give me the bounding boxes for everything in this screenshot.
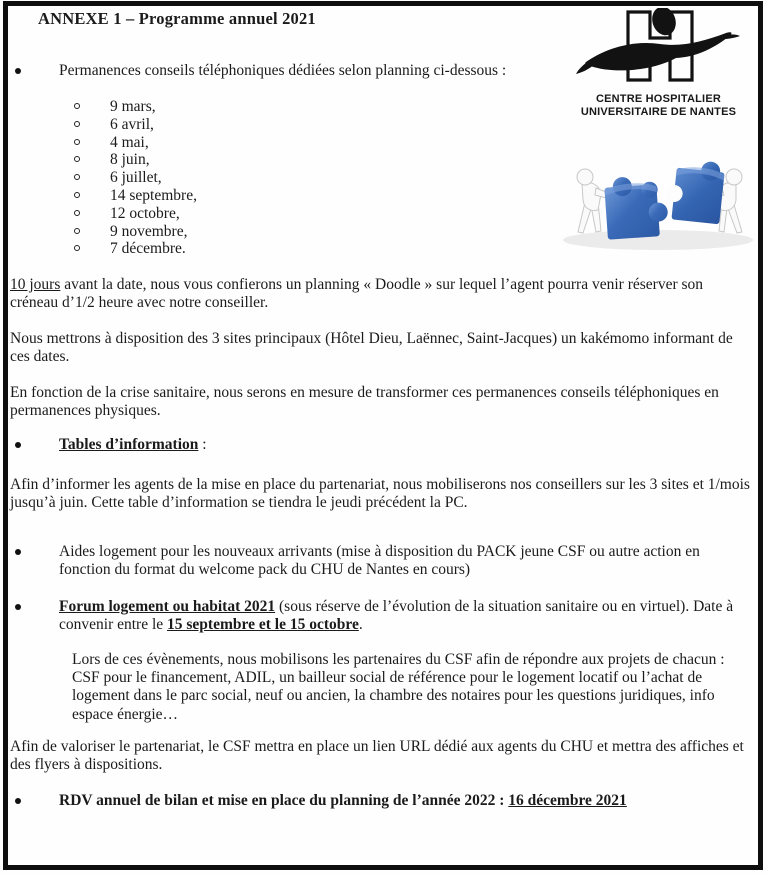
circle-bullet-icon — [74, 245, 80, 251]
list-item — [72, 223, 197, 241]
rdv-date: 16 décembre 2021 — [508, 792, 627, 809]
bullet-icon — [15, 604, 21, 610]
date-text: 6 juillet, — [110, 169, 162, 187]
bullet-permanences — [14, 62, 750, 80]
circle-bullet-icon — [74, 192, 80, 198]
circle-bullet-icon — [74, 103, 80, 109]
bullet-aides-logement — [14, 543, 750, 578]
paragraph-doodle-rest: avant la date, nous vous confierons un planning « Doodle » sur lequel l’agent pourra venir réserver son créneau d’1/2 heure avec notre conseiller. — [10, 276, 704, 311]
bullet-icon — [15, 798, 21, 804]
date-text: 6 avril, — [110, 115, 154, 133]
logo-text-line1: CENTRE HOSPITALIER — [595, 93, 721, 105]
bullet-forum-logement — [14, 598, 750, 633]
circle-bullet-icon — [74, 139, 80, 145]
bullet-tables-information — [14, 436, 750, 454]
forum-title: Forum logement ou habitat 2021 — [59, 598, 276, 615]
dates-list — [72, 98, 197, 258]
circle-bullet-icon — [74, 174, 80, 180]
date-text: 9 mars, — [110, 98, 156, 115]
circle-bullet-icon — [74, 210, 80, 216]
puzzle-teamwork-image — [556, 128, 764, 258]
list-item — [72, 98, 197, 116]
list-item — [72, 134, 197, 152]
bullet-icon — [15, 549, 21, 555]
aides-logement-text: Aides logement pour les nouveaux arrivants (mise à disposition du PACK jeune CSF ou autre action en fonction du format du welcome pack du CHU de Nantes en cours) — [59, 543, 700, 578]
paragraph-doodle — [10, 276, 750, 311]
forum-end: . — [358, 615, 363, 633]
paragraph-afin-informer: Afin d’informer les agents de la mise en place du partenariat, nous mobiliserons nos conseillers sur les 3 sites et 1/mois jusqu’à juin. Cette table d’information se tiendra le jeudi précédent la PC. — [10, 476, 750, 511]
date-text: 8 juin, — [110, 151, 150, 169]
underlined-10-jours: 10 jours — [10, 276, 61, 293]
logo-text-line2: UNIVERSITAIRE DE NANTES — [580, 106, 737, 118]
forum-middle: (sous réserve de l’évolution de la situation sanitaire ou en virtuel). Date à convenir entre le — [59, 598, 734, 633]
puzzle-piece-right — [663, 157, 726, 224]
circle-bullet-icon — [74, 121, 80, 127]
date-text: 4 mai, — [110, 133, 149, 151]
date-text: 9 novembre, — [110, 222, 188, 240]
page-title: ANNEXE 1 – Programme annuel 2021 — [38, 9, 316, 28]
rdv-text: RDV annuel de bilan et mise en place du planning de l’année 2022 : — [59, 792, 509, 809]
list-item — [72, 205, 197, 223]
list-item — [72, 169, 197, 187]
forum-dates: 15 septembre et le 15 octobre — [167, 615, 359, 633]
paragraph-valoriser: Afin de valoriser le partenariat, le CSF mettra en place un lien URL dédié aux agents du CHU et mettra des affiches et des flyers à dispositions. — [10, 738, 744, 773]
date-text: 14 septembre, — [110, 186, 197, 204]
list-item — [72, 116, 197, 134]
list-item — [72, 187, 197, 205]
paragraph-crise: En fonction de la crise sanitaire, nous serons en mesure de transformer ces permanences conseils téléphoniques en permanences physiques. — [10, 384, 719, 419]
tables-information-title: Tables d’information — [59, 436, 199, 453]
circle-bullet-icon — [74, 156, 80, 162]
bullet-icon — [15, 68, 21, 74]
circle-bullet-icon — [74, 228, 80, 234]
puzzle-piece-left — [604, 174, 670, 240]
paragraph-sites: Nous mettrons à disposition des 3 sites principaux (Hôtel Dieu, Laënnec, Saint-Jacques) un kakémomo informant de ces dates. — [10, 330, 733, 365]
tables-information-suffix: : — [198, 436, 207, 453]
paragraph-lors-evenements: Lors de ces évènements, nous mobilisons les partenaires du CSF afin de répondre aux projets de chacun : CSF pour le financement, ADIL, un bailleur social de référence pour le logement locatif ou l’achat de logement dans le parc social, neuf ou ancien, la chambre des notaires pour les questions juridiques, info espace énergie… — [72, 651, 725, 723]
bullet-rdv-annuel — [14, 792, 750, 810]
list-item — [72, 240, 197, 258]
date-text: 12 octobre, — [110, 204, 180, 222]
list-item — [72, 151, 197, 169]
date-text: 7 décembre. — [110, 240, 186, 258]
bullet-permanences-text: Permanences conseils téléphoniques dédiées selon planning ci-dessous : — [59, 62, 507, 79]
bullet-icon — [15, 442, 21, 448]
